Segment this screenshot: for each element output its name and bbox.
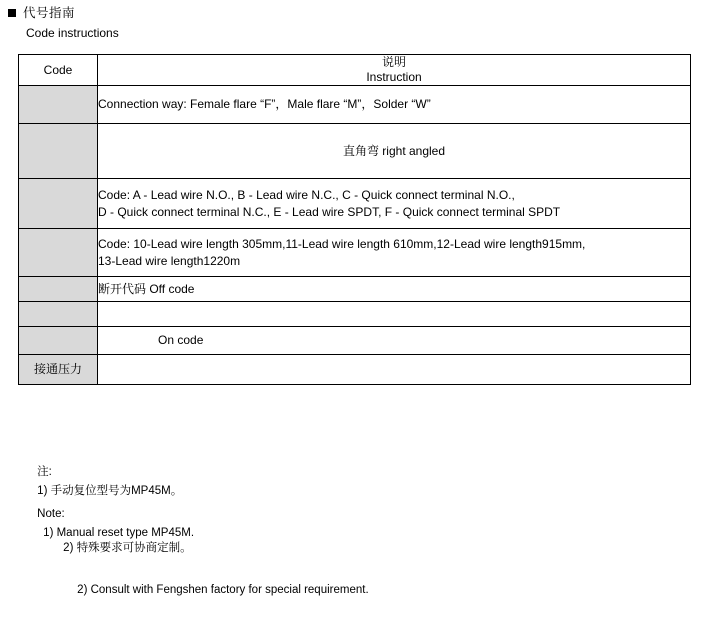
note-en-line-2 xyxy=(18,562,369,619)
row-instruction-cell xyxy=(98,229,691,277)
row-code-cell xyxy=(19,124,98,179)
table-row xyxy=(19,179,691,229)
row-instruction-cell xyxy=(98,277,691,302)
column-header-instruction xyxy=(98,55,691,86)
instruction-line: D - Quick connect terminal N.C., E - Lead wire SPDT, F - Quick connect terminal SPDT xyxy=(98,204,561,219)
notes-en xyxy=(18,486,369,619)
note-cn-item-2: 2) 特殊要求可协商定制。 xyxy=(63,542,192,554)
note-cn-item-1: 1) 手动复位型号为MP45M。 xyxy=(37,485,183,497)
instruction-line: On code xyxy=(158,333,204,347)
note-en-item-1: 1) Manual reset type MP45M. xyxy=(43,527,195,539)
row-code-cell xyxy=(19,277,98,302)
row-instruction-cell xyxy=(98,302,691,327)
column-header-instruction-cn: 说明 xyxy=(381,55,406,69)
row-code-cell: 接通压力 xyxy=(19,355,98,385)
instruction-line: 直角弯 right angled xyxy=(342,143,446,158)
column-header-instruction-en: Instruction xyxy=(366,70,422,84)
row-code-cell xyxy=(19,179,98,229)
row-code-cell xyxy=(19,229,98,277)
note-cn-label: 注: xyxy=(37,466,52,478)
table-row xyxy=(19,229,691,277)
row-code-cell xyxy=(19,327,98,355)
table-row xyxy=(19,302,691,327)
row-instruction-cell xyxy=(98,86,691,124)
note-en-item-2: 2) Consult with Fengshen factory for special requirement. xyxy=(77,584,369,596)
row-instruction-cell xyxy=(98,327,691,355)
table-row xyxy=(19,277,691,302)
table-row xyxy=(19,355,691,385)
row-code-cell xyxy=(19,86,98,124)
section-heading xyxy=(8,6,75,20)
row-code-cell xyxy=(19,302,98,327)
row-instruction-cell xyxy=(98,355,691,385)
table-row xyxy=(19,86,691,124)
table-row xyxy=(19,124,691,179)
section-heading-en: Code instructions xyxy=(26,26,119,40)
note-en-label: Note: xyxy=(37,508,65,520)
row-instruction-cell xyxy=(98,124,691,179)
instruction-line: 断开代码 Off code xyxy=(98,281,195,296)
code-instructions-table xyxy=(18,54,691,385)
square-bullet-icon xyxy=(8,9,16,17)
section-heading-cn: 代号指南 xyxy=(23,6,76,20)
table-row xyxy=(19,327,691,355)
note-en-line-1 xyxy=(18,486,369,562)
instruction-line: Connection way: Female flare “F”，Male flare “M”，Solder “W” xyxy=(98,97,431,111)
instruction-line: Code: 10-Lead wire length 305mm,11-Lead wire length 610mm,12-Lead wire length915mm, xyxy=(98,236,586,251)
row-instruction-cell xyxy=(98,179,691,229)
instruction-line: 13-Lead wire length1220m xyxy=(98,253,241,268)
table-header-row xyxy=(19,55,691,86)
column-header-code xyxy=(19,55,98,86)
column-header-code-label: Code xyxy=(43,62,73,77)
instruction-line: Code: A - Lead wire N.O., B - Lead wire N.C., C - Quick connect terminal N.O., xyxy=(98,187,515,202)
